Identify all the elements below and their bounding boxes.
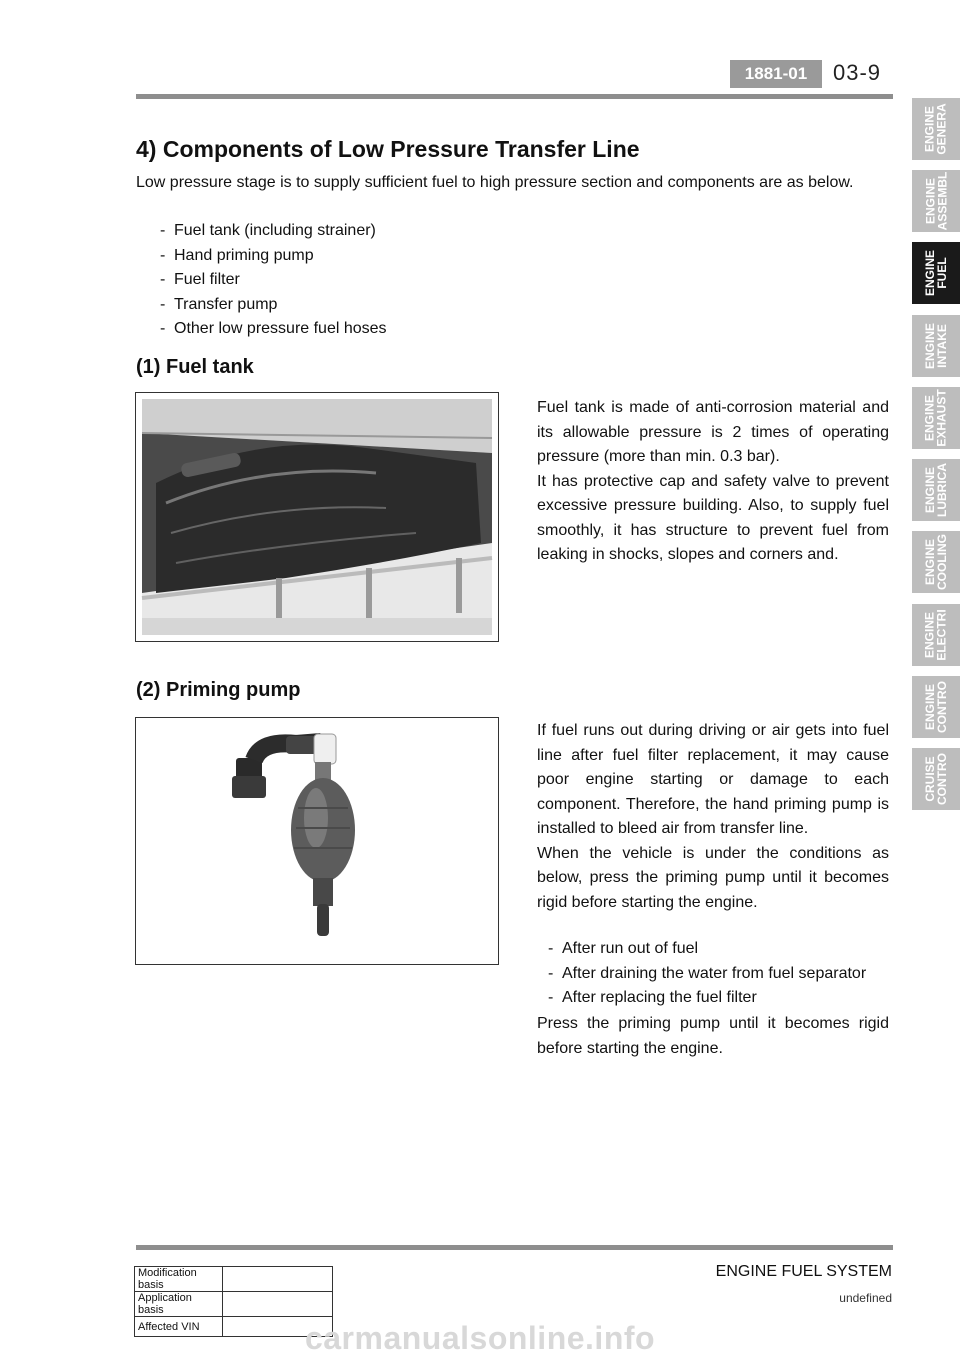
tab-engine-fuel[interactable]: ENGINE FUEL <box>912 242 960 304</box>
paragraph: Fuel tank is made of anti-corrosion material and its allowable pressure is 2 times of operating pressure (more than min. 0.3 bar). <box>537 399 889 465</box>
intro-paragraph: Low pressure stage is to supply sufficient fuel to high pressure section and components are as below. <box>136 174 854 191</box>
list-item: - After run out of fuel <box>524 937 866 962</box>
fuel-tank-description <box>537 396 889 568</box>
priming-pump-heading: (2) Priming pump <box>136 679 301 701</box>
header-divider <box>136 94 893 99</box>
tab-engine-exhaust[interactable]: ENGINE EXHAUST <box>912 387 960 449</box>
fuel-tank-heading: (1) Fuel tank <box>136 356 254 378</box>
priming-pump-illustration <box>136 718 498 964</box>
footer-divider <box>136 1245 893 1250</box>
priming-pump-closing: Press the priming pump until it becomes rigid before starting the engine. <box>537 1015 889 1057</box>
tab-engine-cooling[interactable]: ENGINE COOLING <box>912 531 960 593</box>
list-item: - Other low pressure fuel hoses <box>136 317 387 342</box>
list-item: - Transfer pump <box>136 293 387 318</box>
list-item: - After draining the water from fuel separator <box>524 962 866 987</box>
table-cell-label: Affected VIN <box>135 1317 223 1337</box>
tab-engine-electrical[interactable]: ENGINE ELECTRI <box>912 604 960 666</box>
section-code-badge: 1881-01 <box>730 60 822 88</box>
tab-cruise-control[interactable]: CRUISE CONTRO <box>912 748 960 810</box>
table-cell-value <box>223 1267 333 1292</box>
list-item: - Fuel filter <box>136 268 387 293</box>
tab-engine-lubrication[interactable]: ENGINE LUBRICA <box>912 459 960 521</box>
section-title: 4) Components of Low Pressure Transfer Line <box>136 136 640 162</box>
footer-subtitle: undefined <box>839 1291 892 1305</box>
table-row <box>135 1292 333 1317</box>
tab-engine-intake[interactable]: ENGINE INTAKE <box>912 315 960 377</box>
list-item: - Fuel tank (including strainer) <box>136 219 387 244</box>
paragraph: If fuel runs out during driving or air gets into fuel line after fuel filter replacement, it may cause poor engine starting or damage to each component. Therefore, the hand priming pump is installed to bleed air from transfer line. <box>537 722 889 837</box>
tab-engine-assembly[interactable]: ENGINE ASSEMBL <box>912 170 960 232</box>
page-number: 03-9 <box>833 60 882 85</box>
priming-pump-description <box>537 719 889 915</box>
table-cell-label: Modification basis <box>135 1267 223 1292</box>
component-list <box>136 219 387 342</box>
priming-pump-photo <box>135 717 499 965</box>
footer-title: ENGINE FUEL SYSTEM <box>715 1263 892 1280</box>
list-item: - Hand priming pump <box>136 244 387 269</box>
paragraph: When the vehicle is under the conditions as below, press the priming pump until it becomes rigid before starting the engine. <box>537 844 889 911</box>
tab-engine-general[interactable]: ENGINE GENERA <box>912 98 960 160</box>
list-item: - After replacing the fuel filter <box>524 986 866 1011</box>
table-row <box>135 1267 333 1292</box>
tab-engine-control[interactable]: ENGINE CONTRO <box>912 676 960 738</box>
table-cell-value <box>223 1292 333 1317</box>
priming-conditions-list <box>524 937 866 1011</box>
watermark-text: carmanualsonline.info <box>304 1320 656 1356</box>
fuel-tank-illustration <box>136 393 498 641</box>
paragraph: It has protective cap and safety valve to prevent excessive pressure building. Also, to supply fuel smoothly, it has structure to prevent fuel from leaking in shocks, slopes and corners and. <box>537 472 889 563</box>
fuel-tank-photo <box>135 392 499 642</box>
table-cell-label: Application basis <box>135 1292 223 1317</box>
